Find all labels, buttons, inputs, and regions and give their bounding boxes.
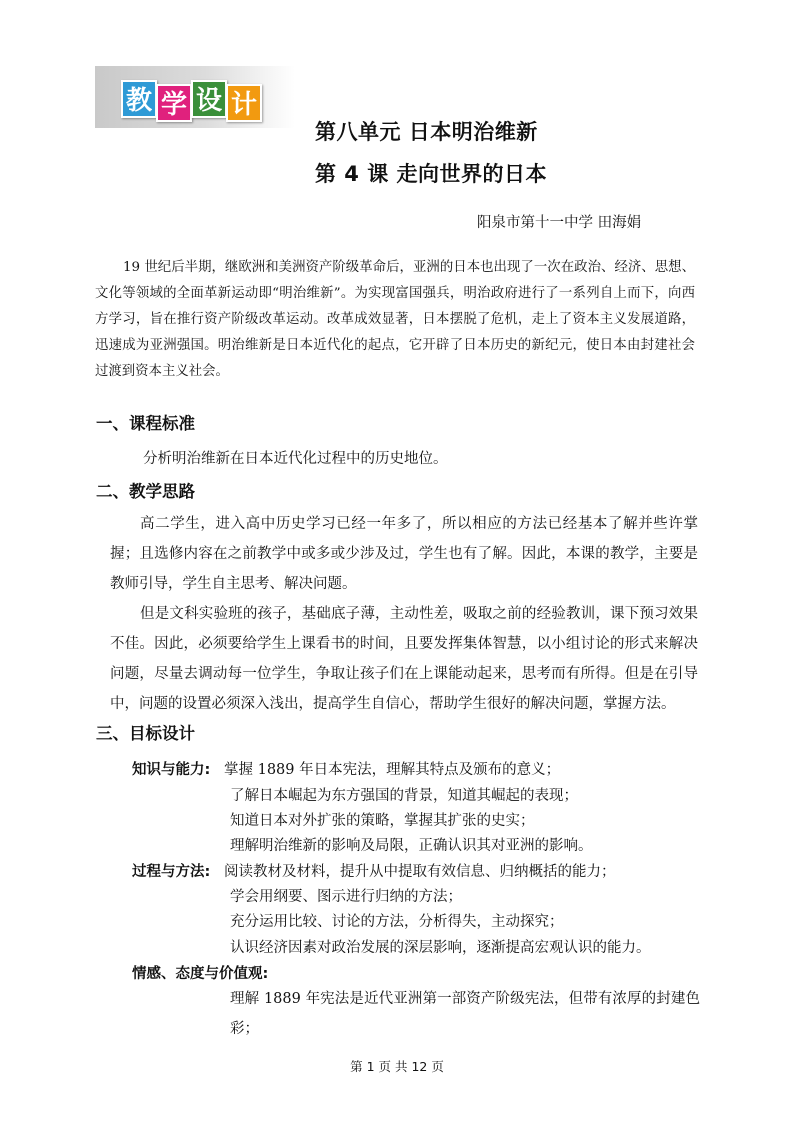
process-line: 认识经济因素对政治发展的深层影响，逐渐提高宏观认识的能力。 [230, 940, 651, 956]
process-line: 阅读教材及材料，提升从中提取有效信息、归纳概括的能力； [224, 864, 616, 880]
heading-course-standard: 一、课程标准 [96, 414, 195, 433]
emotion-text: 理解 1889 年宪法是近代亚洲第一部资产阶级宪法，但带有浓厚的封建色彩； [230, 991, 700, 1037]
process-label: 过程与方法: [132, 864, 211, 880]
knowledge-line: 了解日本崛起为东方强国的背景，知道其崛起的表现； [230, 788, 578, 804]
emotion-label: 情感、态度与价值观: [132, 966, 269, 982]
teaching-thinking-body [110, 509, 698, 719]
knowledge-line: 理解明治维新的影响及局限，正确认识其对亚洲的影响。 [230, 838, 593, 854]
thinking-paragraph: 高二学生，进入高中历史学习已经一年多了，所以相应的方法已经基本了解并些许掌握；且选修内容在之前教学中或多或少涉及过，学生也有了解。因此，本课的教学，主要是教师引导，学生自主思考、解决问题。 [110, 516, 698, 592]
heading-teaching-thinking: 二、教学思路 [96, 482, 195, 501]
intro-text: 19 世纪后半期，继欧洲和美洲资产阶级革命后，亚洲的日本也出现了一次在政治、经济、思想、文化等领域的全面革新运动即“明治维新”。为实现富国强兵，明治政府进行了一系列自上而下，向西方学习，旨在推行资产阶级改革运动。改革成效显著，日本摆脱了危机，走上了资本主义发展道路，迅速成为亚洲强国。明治维新是日本近代化的起点，它开辟了日本历史的新纪元，使日本由封建社会过渡到资本主义社会。 [95, 260, 695, 379]
logo-tile-2: 学 [156, 84, 192, 122]
process-line: 学会用纲要、图示进行归纳的方法； [230, 889, 462, 905]
process-line: 充分运用比较、讨论的方法，分析得失，主动探究； [230, 914, 564, 930]
logo-tile-4: 计 [226, 84, 262, 122]
lesson-title: 第 4 课 走向世界的日本 [315, 162, 548, 186]
knowledge-line: 知道日本对外扩张的策略，掌握其扩张的史实； [230, 813, 535, 829]
thinking-paragraph: 但是文科实验班的孩子，基础底子薄，主动性差，吸取之前的经验教训，课下预习效果不佳。因此，必须要给学生上课看书的时间，且要发挥集体智慧，以小组讨论的形式来解决问题，尽量去调动每一位学生，争取让孩子们在上课能动起来，思考而有所得。但是在引导中，问题的设置必须深入浅出，提高学生自信心，帮助学生很好的解决问题，掌握方法。 [110, 606, 698, 712]
page-footer: 第 1 页 共 12 页 [350, 1059, 444, 1074]
heading-goal-design: 三、目标设计 [96, 724, 195, 743]
logo-tile-3: 设 [191, 80, 227, 118]
knowledge-label: 知识与能力: [132, 762, 211, 778]
knowledge-line: 掌握 1889 年日本宪法，理解其特点及颁布的意义； [224, 762, 561, 778]
unit-title: 第八单元 日本明治维新 [315, 120, 538, 144]
logo-tile-1: 教 [121, 80, 157, 118]
course-standard-text: 分析明治维新在日本近代化过程中的历史地位。 [143, 451, 448, 467]
intro-paragraph [95, 255, 695, 385]
author-line: 阳泉市第十一中学 田海娟 [477, 215, 642, 231]
